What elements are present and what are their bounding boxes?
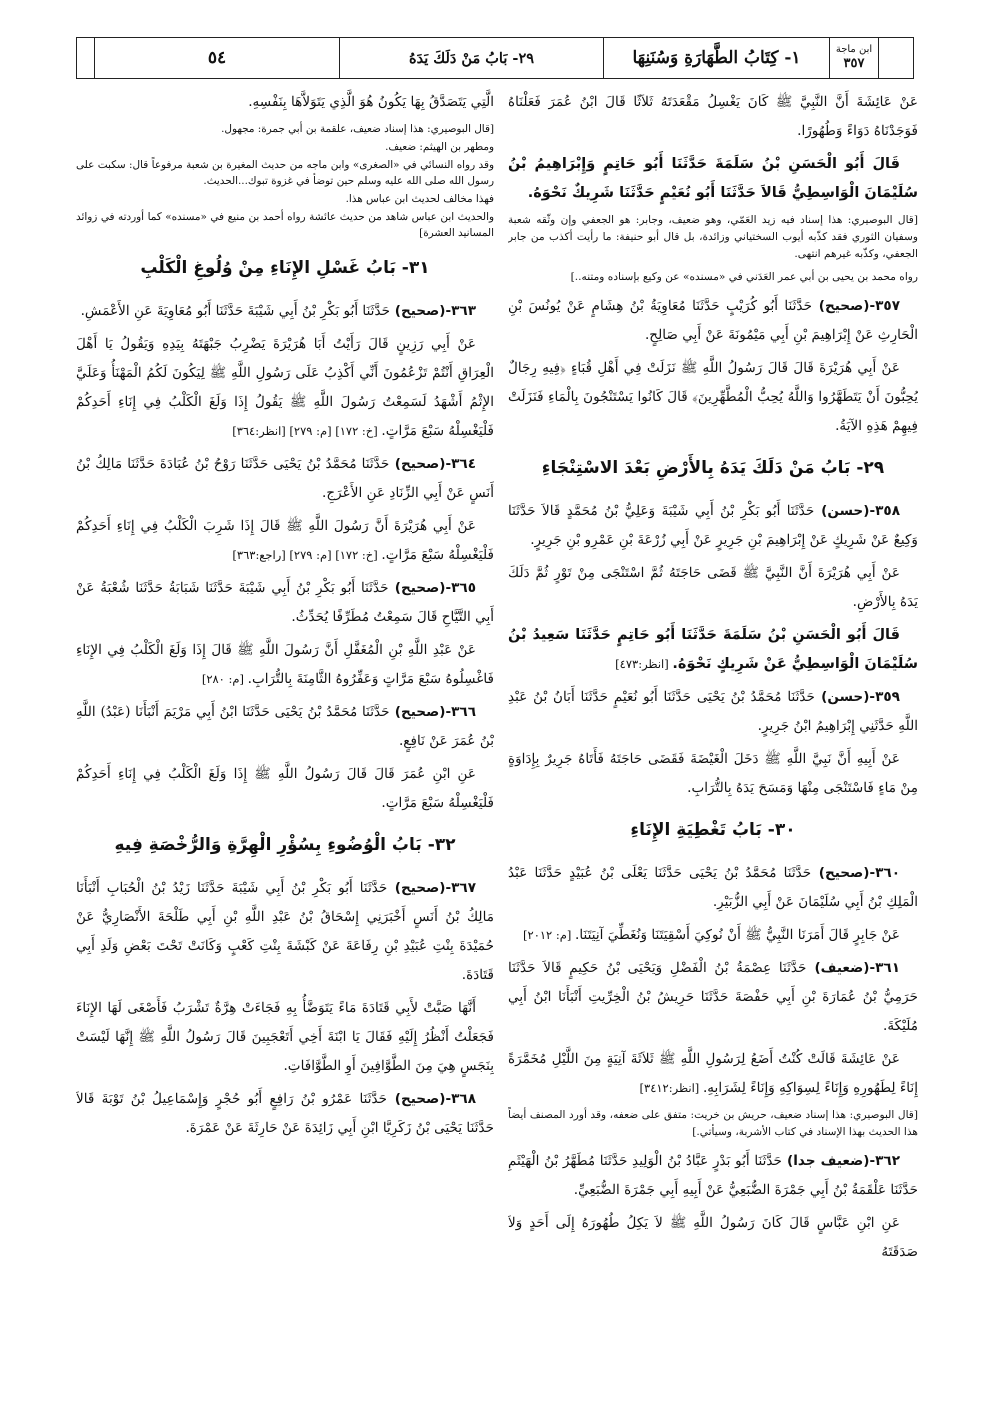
cross-reference: [خ: ١٧٢] [م: ٢٧٩] [انظر:٣٦٤] bbox=[232, 424, 382, 438]
paragraph-text: حَدَّثَنَا مُحَمَّدُ بْنُ يَحْيَى حَدَّثَنَا أَبُو نُعَيْمٍ حَدَّثَنَا أَبَانُ بْنُ عَبْدِ اللَّهِ حَدَّثَنِي إِبْرَاهِيمُ ابْنُ جَرِيرٍ. bbox=[508, 689, 918, 734]
footnote: [قال البوصيري: هذا إسناد ضعيف، حريش بن خريت: متفق على ضعفه، وقد أورد المصنف أيضاً هذا الحديث بهذا الإسناد في كتاب الأشربة، وسيأتي.] bbox=[508, 1109, 918, 1138]
paragraph-text: عَنِ ابْنِ عُمَرَ قَالَ قَالَ رَسُولُ اللَّهِ ﷺ إِذَا وَلَغَ الْكَلْبُ فِي إِنَاءِ أَحَدِكُمْ فَلْيَغْسِلْهُ سَبْعَ مَرَّاتٍ. bbox=[76, 766, 494, 811]
hadith-paragraph bbox=[508, 1209, 918, 1267]
paragraph-text: حَدَّثَنَا أَبُو بَكْرِ بْنُ أَبِي شَيْبَةَ حَدَّثَنَا زَيْدُ بْنُ الْحُبَابِ أَنْبَأَنَا مَالِكُ بْنُ أَنَسٍ أَخْبَرَنِي إِسْحَاقُ بْنُ عَبْدِ اللَّهِ بْنِ أَبِي طَلْحَةَ الأَنْصَارِيُّ عَنْ حُمَيْدَةَ بِنْتِ عُبَيْدِ بْنِ رِفَاعَةَ عَنْ كَبْشَةَ بِنْتِ كَعْبٍ وَكَانَتْ تَحْتَ بَعْضِ وَلَدِ أَبِي قَتَادَةَ. bbox=[76, 880, 494, 983]
paragraph-text: أَنَّهَا صَبَّتْ لأَبِي قَتَادَةَ مَاءً يَتَوَضَّأُ بِهِ فَجَاءَتْ هِرَّةٌ تَشْرَبُ فَأَصْغَى لَهَا الإِنَاءَ فَجَعَلْتُ أَنْظُرُ إِلَيْهِ فَقَالَ يَا ابْنَةَ أَخِي أَتَعْجَبِينَ قَالَ رَسُولُ اللَّهِ ﷺ إِنَّهَا لَيْسَتْ بِنَجَسٍ هِيَ مِنَ الطَّوَّافِينَ أَوِ الطَّوَّافَاتِ. bbox=[76, 1000, 494, 1074]
hadith-number: ٣٥٧- bbox=[869, 298, 901, 314]
footnote: وقد رواه النسائي في «الصغرى» وابن ماجه من حديث المغيرة بن شعبة مرفوعاً قال: سكبت على رسول الله صلى الله عليه وسلم حين توضأ في غزوة تبوك...الحديث. bbox=[76, 159, 494, 187]
chapter-heading: ٣١- بَابُ غَسْلِ الإِنَاءِ مِنْ وُلُوغِ الْكَلْبِ bbox=[140, 258, 430, 278]
hadith-grade: (حسن) bbox=[814, 503, 870, 519]
right-text-column bbox=[508, 88, 918, 1378]
cross-reference: [انظر:٤٧٣] bbox=[615, 657, 673, 671]
hadith-paragraph bbox=[76, 512, 494, 570]
hadith-number: ٣٦٣- bbox=[445, 303, 476, 319]
hadith-paragraph bbox=[508, 354, 918, 441]
header-blank-cell bbox=[879, 38, 913, 78]
paragraph-text: عَنْ عَبْدِ اللَّهِ بْنِ الْمُغَفَّلِ أَنَّ رَسُولَ اللَّهِ ﷺ قَالَ إِذَا وَلَغَ الْكَلْبُ فِي الإِنَاءِ فَاغْسِلُوهُ سَبْعَ مَرَّاتٍ وَعَفِّرُوهُ الثَّامِنَةَ بِالتُّرَابِ. bbox=[76, 642, 494, 687]
hadith-paragraph bbox=[508, 745, 918, 803]
hadith-number: ٣٥٨- bbox=[869, 503, 900, 519]
paragraph-text: الَّتِي يَتَصَدَّقُ بِهَا يَكُونُ هُوَ الَّذِي يَتَوَلاَّهَا بِنَفْسِهِ. bbox=[248, 94, 494, 110]
hadith-paragraph bbox=[508, 88, 918, 146]
paragraph-text: عَنْ أَبِي رَزِينٍ قَالَ رَأَيْتُ أَبَا هُرَيْرَةَ يَضْرِبُ جَبْهَتَهُ بِيَدِهِ وَيَقُولُ يَا أَهْلَ الْعِرَاقِ أَنْتُمْ تَزْعُمُونَ أَنِّي أَكْذِبُ عَلَى رَسُولِ اللَّهِ ﷺ لِيَكُونَ لَكُمُ الْمَهْنَأُ وَعَلَيَّ الإِثْمُ أَشْهَدُ لَسَمِعْتُ رَسُولَ اللَّهِ ﷺ يَقُولُ إِذَا وَلَغَ الْكَلْبُ فِي إِنَاءِ أَحَدِكُمْ فَلْيَغْسِلْهُ سَبْعَ مَرَّاتٍ. bbox=[76, 336, 494, 439]
hadith-paragraph bbox=[508, 1045, 918, 1103]
cross-reference: [خ: ١٧٢] [م: ٢٧٩] [راجع:٣٦٣] bbox=[232, 548, 382, 562]
hadith-paragraph bbox=[76, 88, 494, 117]
paragraph-text: حَدَّثَنَا أَبُو بَدْرٍ عَبَّادُ بْنُ الْوَلِيدِ حَدَّثَنَا مُطَهَّرُ بْنُ الْهَيْثَمِ حَدَّثَنَا عَلْقَمَةُ بْنُ أَبِي جَمْرَةَ الضُّبَعِيُّ عَنْ أَبِيهِ أَبِي جَمْرَةَ الضُّبَعِيِّ. bbox=[508, 1153, 918, 1198]
hadith-paragraph bbox=[508, 859, 918, 917]
paragraph-text: عَنْ جَابِرٍ قَالَ أَمَرَنَا النَّبِيُّ ﷺ أَنْ نُوكِيَ أَسْقِيَتَنَا وَنُغَطِّيَ آنِيَتَنَا. bbox=[575, 927, 900, 943]
hadith-grade: (ضعيف جدا) bbox=[781, 1153, 870, 1169]
hadith-number: ٣٦٨- bbox=[445, 1091, 477, 1107]
paragraph-text: حَدَّثَنَا أَبُو كُرَيْبٍ حَدَّثَنَا مُعَاوِيَةُ بْنُ هِشَامٍ عَنْ يُونُسَ بْنِ الْحَارِثِ عَنْ إِبْرَاهِيمَ بْنِ أَبِي مَيْمُونَةَ عَنْ أَبِي صَالِحٍ. bbox=[508, 298, 918, 343]
footnote: ومطهر بن الهيثم: ضعيف. bbox=[385, 141, 494, 153]
chapter-title: ٢٩- بَابُ مَنْ دَلَكَ يَدَهُ bbox=[340, 38, 604, 78]
hadith-paragraph bbox=[76, 330, 494, 446]
footnote: [قال البوصيري: هذا إسناد ضعيف، علقمة بن أبي جمرة: مجهول. bbox=[221, 123, 494, 135]
paragraph-text: عَنْ عَائِشَةَ أَنَّ النَّبِيَّ ﷺ كَانَ يَغْسِلُ مَقْعَدَتَهُ ثَلاَثًا قَالَ ابْنُ عُمَرَ فَعَلْنَاهُ فَوَجَدْنَاهُ دَوَاءً وَطُهُورًا. bbox=[508, 94, 918, 139]
source-number: ٣٥٧ bbox=[843, 56, 865, 72]
paragraph-text: عَنْ أَبِي هُرَيْرَةَ قَالَ قَالَ رَسُولُ اللَّهِ ﷺ نَزَلَتْ فِي أَهْلِ قُبَاءٍ ﴿فِيهِ رِجَالٌ يُحِبُّونَ أَنْ يَتَطَهَّرُوا وَاللَّهُ يُحِبُّ الْمُطَّهِّرِينَ﴾ قَالَ كَانُوا يَسْتَنْجُونَ بِالْمَاءِ فَنَزَلَتْ فِيهِمْ هَذِهِ الآيَةُ. bbox=[508, 360, 918, 434]
paragraph-text: حَدَّثَنَا مُحَمَّدُ بْنُ يَحْيَى حَدَّثَنَا يَعْلَى بْنُ عُبَيْدٍ حَدَّثَنَا عَبْدُ الْمَلِكِ بْنُ أَبِي سُلَيْمَانَ عَنْ أَبِي الزُّبَيْرِ. bbox=[508, 865, 918, 910]
source-label: ابن ماجة bbox=[835, 43, 873, 55]
paragraph-text: عَنْ عَائِشَةَ قَالَتْ كُنْتُ أَضَعُ لِرَسُولِ اللَّهِ ﷺ ثَلاَثَةَ آنِيَةٍ مِنَ اللَّيْلِ مُخَمَّرَةً إِنَاءً لِطَهُورِهِ وَإِنَاءً لِسِوَاكِهِ وَإِنَاءً لِشَرَابِهِ. bbox=[508, 1051, 918, 1096]
hadith-grade: (صحيح) bbox=[387, 880, 446, 896]
hadith-grade: (صحيح) bbox=[389, 456, 446, 472]
hadith-number: ٣٦٠- bbox=[869, 865, 900, 881]
hadith-number: ٣٦٤- bbox=[445, 456, 476, 472]
left-text-column bbox=[76, 88, 494, 1378]
page-number: ٥٤ bbox=[95, 38, 340, 78]
hadith-grade: (صحيح) bbox=[811, 865, 870, 881]
hadith-paragraph bbox=[76, 994, 494, 1081]
paragraph-text: حَدَّثَنَا عِصْمَةُ بْنُ الْفَضْلِ وَيَحْيَى بْنُ حَكِيمٍ قَالاَ حَدَّثَنَا حَرَمِيُّ بْنُ عُمَارَةَ بْنِ أَبِي حَفْصَةَ حَدَّثَنَا حَرِيشُ بْنُ الْخِرِّيتِ أَنْبَأَنَا ابْنُ أَبِي مُلَيْكَةَ. bbox=[508, 960, 918, 1034]
chapter-heading: ٣٢- بَابُ الْوُضُوءِ بِسُؤْرِ الْهِرَّةِ وَالرُّخْصَةِ فِيهِ bbox=[114, 835, 456, 855]
hadith-number: ٣٦٧- bbox=[445, 880, 477, 896]
hadith-paragraph bbox=[508, 292, 918, 350]
footnote: رواه محمد بن يحيى بن أبي عمر العَدَني في «مسنده» عن وكيع بإسناده ومتنه..] bbox=[570, 271, 918, 283]
hadith-paragraph bbox=[508, 559, 918, 617]
hadith-grade: (صحيح) bbox=[811, 298, 870, 314]
hadith-number: ٣٦٦- bbox=[445, 704, 477, 720]
footnote: فهذا مخالف لحديث ابن عباس هذا. bbox=[345, 193, 494, 205]
hadith-paragraph bbox=[76, 760, 494, 818]
cross-reference: [انظر:٣٤١٢] bbox=[639, 1081, 703, 1095]
paragraph-text: عَنْ أَبِيهِ أَنَّ نَبِيَّ اللَّهِ ﷺ دَخَلَ الْغَيْضَةَ فَقَضَى حَاجَتَهُ فَأَتَاهُ جَرِيرٌ بِإِدَاوَةٍ مِنْ مَاءٍ فَاسْتَنْجَى مِنْهَا وَمَسَحَ يَدَهُ بِالتُّرَابِ. bbox=[508, 751, 918, 796]
source-reference bbox=[830, 38, 879, 78]
hadith-grade: (صحيح) bbox=[388, 580, 446, 596]
hadith-paragraph bbox=[76, 636, 494, 694]
hadith-number: ٣٦٥- bbox=[445, 580, 476, 596]
paragraph-text: قَالَ أَبُو الْحَسَنِ بْنُ سَلَمَةَ حَدَّثَنَا أَبُو حَاتِمٍ وَإِبْرَاهِيمُ بْنُ سُلَيْمَانَ الْوَاسِطِيُّ قَالاَ حَدَّثَنَا أَبُو نُعَيْمٍ حَدَّثَنَا شَرِيكٌ نَحْوَهُ. bbox=[508, 156, 918, 201]
hadith-paragraph bbox=[508, 954, 918, 1041]
hadith-paragraph bbox=[76, 874, 494, 990]
running-header bbox=[76, 37, 914, 79]
hadith-paragraph bbox=[76, 698, 494, 756]
hadith-grade: (حسن) bbox=[814, 689, 870, 705]
paragraph-text: حَدَّثَنَا أَبُو بَكْرِ بْنُ أَبِي شَيْبَةَ حَدَّثَنَا أَبُو مُعَاوِيَةَ عَنِ الأَعْمَشِ. bbox=[80, 303, 390, 319]
paragraph-text: حَدَّثَنَا مُحَمَّدُ بْنُ يَحْيَى حَدَّثَنَا ابْنُ أَبِي مَرْيَمَ أَنْبَأَنَا (عَبْدُ) اللَّهِ بْنُ عُمَرَ عَنْ نَافِعٍ. bbox=[76, 704, 494, 749]
hadith-paragraph bbox=[76, 1085, 494, 1143]
hadith-paragraph bbox=[76, 297, 494, 326]
cross-reference: [م: ٢٨٠] bbox=[201, 672, 248, 686]
hadith-grade: (صحيح) bbox=[387, 1091, 446, 1107]
hadith-number: ٣٦٢- bbox=[869, 1153, 900, 1169]
header-blank-cell bbox=[77, 38, 95, 78]
hadith-paragraph bbox=[76, 450, 494, 508]
hadith-paragraph bbox=[508, 683, 918, 741]
paragraph-text: عَنْ أَبِي هُرَيْرَةَ أَنَّ النَّبِيَّ ﷺ قَضَى حَاجَتَهُ ثُمَّ اسْتَنْجَى مِنْ تَوْرٍ ثُمَّ دَلَكَ يَدَهُ بِالأَرْضِ. bbox=[508, 565, 918, 610]
paragraph-text: حَدَّثَنَا مُحَمَّدُ بْنُ يَحْيَى حَدَّثَنَا رَوْحُ بْنُ عُبَادَةَ حَدَّثَنَا مَالِكُ بْنُ أَنَسٍ عَنْ أَبِي الزِّنَادِ عَنِ الأَعْرَجِ. bbox=[76, 456, 494, 501]
paragraph-text: حَدَّثَنَا أَبُو بَكْرِ بْنُ أَبِي شَيْبَةَ وَعَلِيُّ بْنُ مُحَمَّدٍ قَالاَ حَدَّثَنَا وَكِيعٌ عَنْ شَرِيكٍ عَنْ إِبْرَاهِيمَ بْنِ جَرِيرٍ عَنْ أَبِي زُرْعَةَ بْنِ عَمْرِو بْنِ جَرِيرٍ. bbox=[508, 503, 918, 548]
hadith-number: ٣٥٩- bbox=[869, 689, 900, 705]
book-title: ١- كِتَابُ الطَّهَارَةِ وَسُنَنِهَا bbox=[604, 38, 830, 78]
paragraph-text: حَدَّثَنَا أَبُو بَكْرِ بْنُ أَبِي شَيْبَةَ حَدَّثَنَا شَبَابَةُ حَدَّثَنَا شُعْبَةُ عَنْ أَبِي التَّيَّاحِ قَالَ سَمِعْتُ مُطَرِّفًا يُحَدِّثُ. bbox=[76, 580, 494, 625]
paragraph-text: حَدَّثَنَا عَمْرُو بْنُ رَافِعٍ أَبُو حُجْرٍ وَإِسْمَاعِيلُ بْنُ تَوْبَةَ قَالاَ حَدَّثَنَا يَحْيَى بْنُ زَكَرِيَّا ابْنِ أَبِي زَائِدَةَ عَنْ حَارِثَةَ عَنْ عَمْرَةَ. bbox=[76, 1091, 494, 1136]
hadith-paragraph bbox=[508, 921, 918, 950]
hadith-paragraph bbox=[508, 497, 918, 555]
narrator-note bbox=[508, 150, 918, 208]
chapter-heading: ٣٠- بَابُ تَغْطِيَةِ الإِنَاءِ bbox=[630, 820, 796, 840]
footnote: [قال البوصيري: هذا إسناد فيه زيد العَمّي، وهو ضعيف، وجابر: هو الجعفي وإن وثّقه شعبة وسفيان الثوري فقد كذّبه أيوب السختياني وزائدة، بل قال أبو حنيفة: ما رأيت أكذب من جابر الجعفي، وكذّبه غيرهم انتهى. bbox=[508, 214, 918, 260]
chapter-heading: ٢٩- بَابُ مَنْ دَلَكَ يَدَهُ بِالأَرْضِ بَعْدَ الاسْتِنْجَاءِ bbox=[541, 458, 885, 478]
hadith-grade: (صحيح) bbox=[389, 704, 446, 720]
cross-reference: [م: ٢٠١٢] bbox=[523, 928, 576, 942]
hadith-paragraph bbox=[508, 1147, 918, 1205]
footnote: والحديث ابن عباس شاهد من حديث عائشة رواه أحمد بن منيع في «مسنده» كما أوردته في زوائد المسانيد العشرة] bbox=[76, 211, 494, 239]
paragraph-text: عَنْ أَبِي هُرَيْرَةَ أَنَّ رَسُولَ اللَّهِ ﷺ قَالَ إِذَا شَرِبَ الْكَلْبُ فِي إِنَاءِ أَحَدِكُمْ فَلْيَغْسِلْهُ سَبْعَ مَرَّاتٍ. bbox=[76, 518, 494, 563]
hadith-grade: (صحيح) bbox=[390, 303, 446, 319]
narrator-note bbox=[508, 621, 918, 679]
paragraph-text: قَالَ أَبُو الْحَسَنِ بْنُ سَلَمَةَ حَدَّثَنَا أَبُو حَاتِمٍ حَدَّثَنَا سَعِيدُ بْنُ سُلَيْمَانَ الْوَاسِطِيُّ عَنْ شَرِيكٍ نَحْوَهُ. bbox=[508, 627, 918, 672]
hadith-number: ٣٦١- bbox=[869, 960, 900, 976]
hadith-grade: (ضعيف) bbox=[806, 960, 870, 976]
paragraph-text: عَنِ ابْنِ عَبَّاسٍ قَالَ كَانَ رَسُولُ اللَّهِ ﷺ لاَ يَكِلُ طُهُورَهُ إِلَى أَحَدٍ وَلاَ صَدَقَتَهُ bbox=[508, 1215, 918, 1260]
hadith-paragraph bbox=[76, 574, 494, 632]
